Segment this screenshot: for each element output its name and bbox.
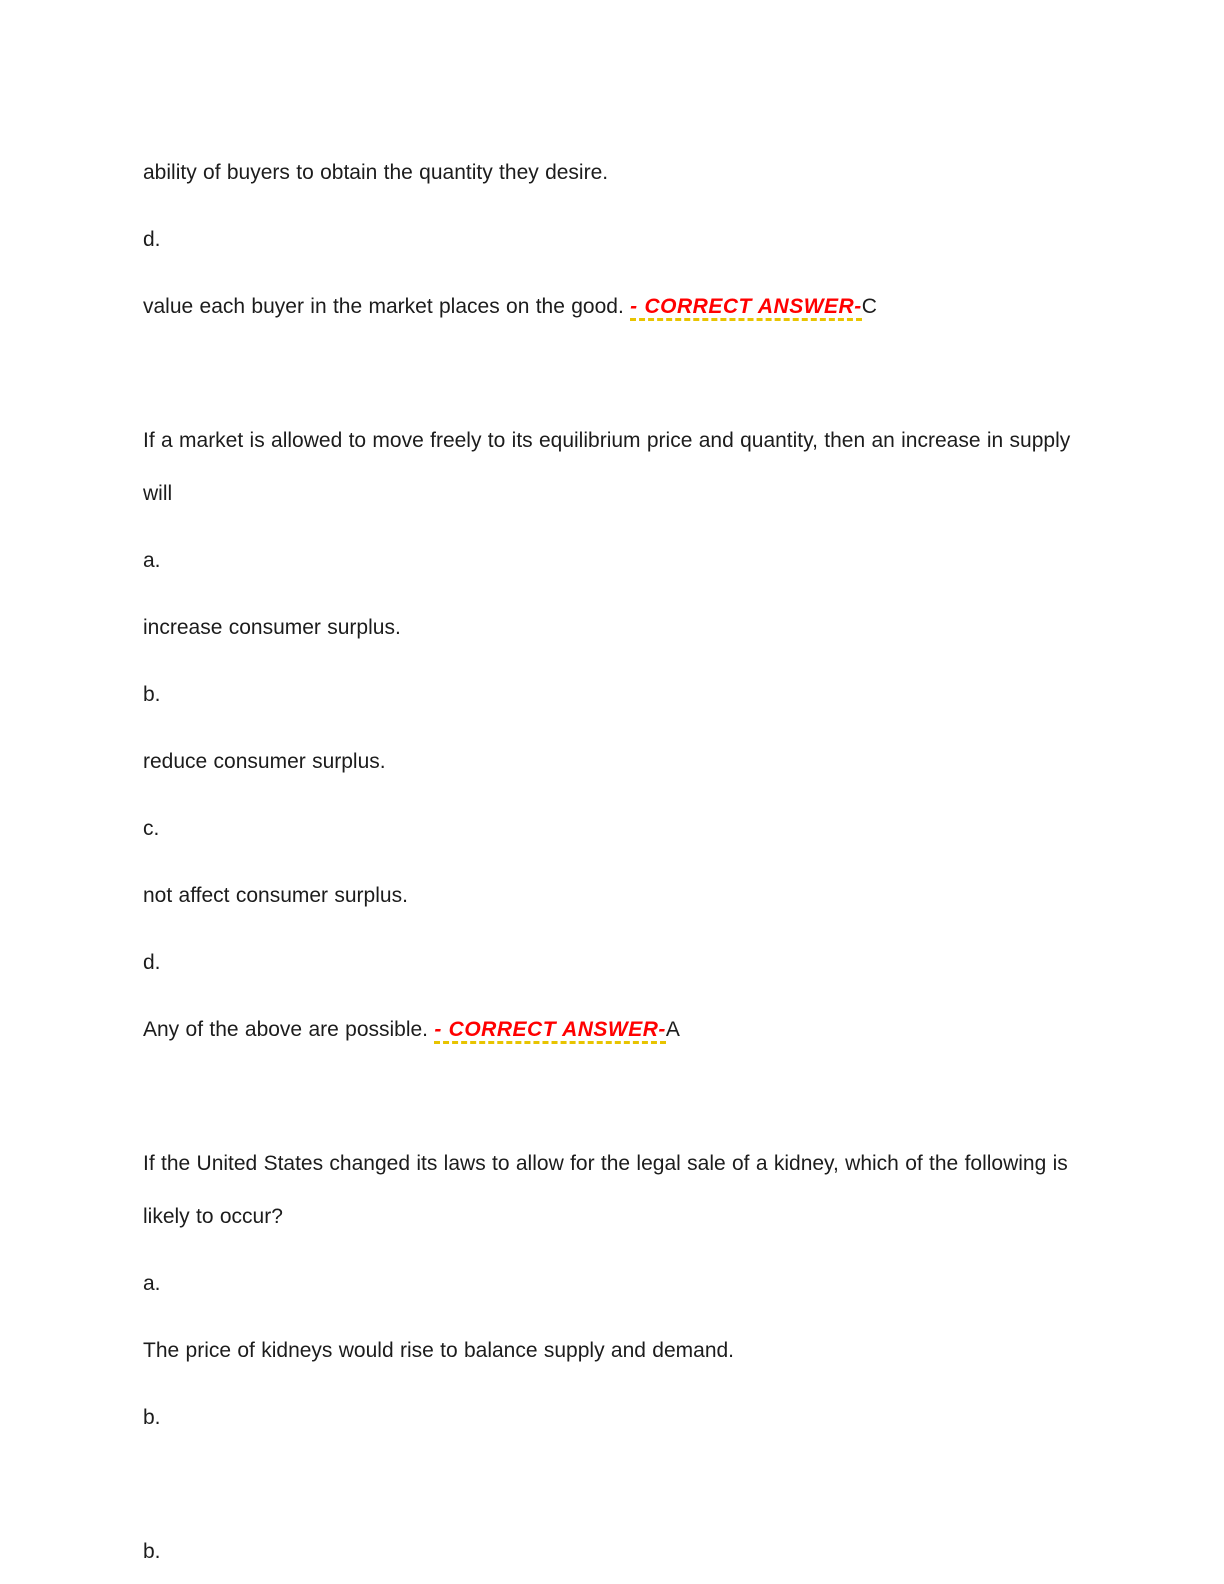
option-text-paragraph: The price of kidneys would rise to balance supply and demand. <box>143 1339 735 1362</box>
option-label-paragraph: d. <box>143 228 161 251</box>
option-label-paragraph: a. <box>143 1272 161 1295</box>
option-label-paragraph: b. <box>143 1406 161 1429</box>
option-label-paragraph: c. <box>143 817 160 840</box>
blank-line <box>143 347 1083 414</box>
correct-answer-label: - CORRECT ANSWER- <box>434 1018 666 1044</box>
answer-paragraph <box>143 1003 1083 1056</box>
option-text-paragraph: reduce consumer surplus. <box>143 750 386 773</box>
paragraph: ability of buyers to obtain the quantity they desire. <box>143 161 609 184</box>
answer-option-text: Any of the above are possible. <box>143 1018 429 1041</box>
option-label-paragraph: a. <box>143 549 161 572</box>
question-paragraph: If the United States changed its laws to allow for the legal sale of a kidney, which of the following is likely to occur? <box>143 1152 1068 1228</box>
blank-line <box>143 1070 1083 1137</box>
option-text-paragraph: not affect consumer surplus. <box>143 884 408 907</box>
answer-option-text: value each buyer in the market places on the good. <box>143 295 624 318</box>
option-label-paragraph: b. <box>143 1540 161 1563</box>
option-text-paragraph: increase consumer surplus. <box>143 616 401 639</box>
document-content <box>143 146 1083 1578</box>
correct-answer-label: - CORRECT ANSWER- <box>630 295 862 321</box>
option-label-paragraph: d. <box>143 951 161 974</box>
correct-answer-letter: A <box>665 1018 680 1041</box>
blank-line <box>143 1458 1083 1525</box>
option-label-paragraph: b. <box>143 683 161 706</box>
correct-answer-letter: C <box>861 295 877 318</box>
answer-paragraph <box>143 280 1083 333</box>
question-paragraph: If a market is allowed to move freely to its equilibrium price and quantity, then an increase in supply will <box>143 429 1071 505</box>
